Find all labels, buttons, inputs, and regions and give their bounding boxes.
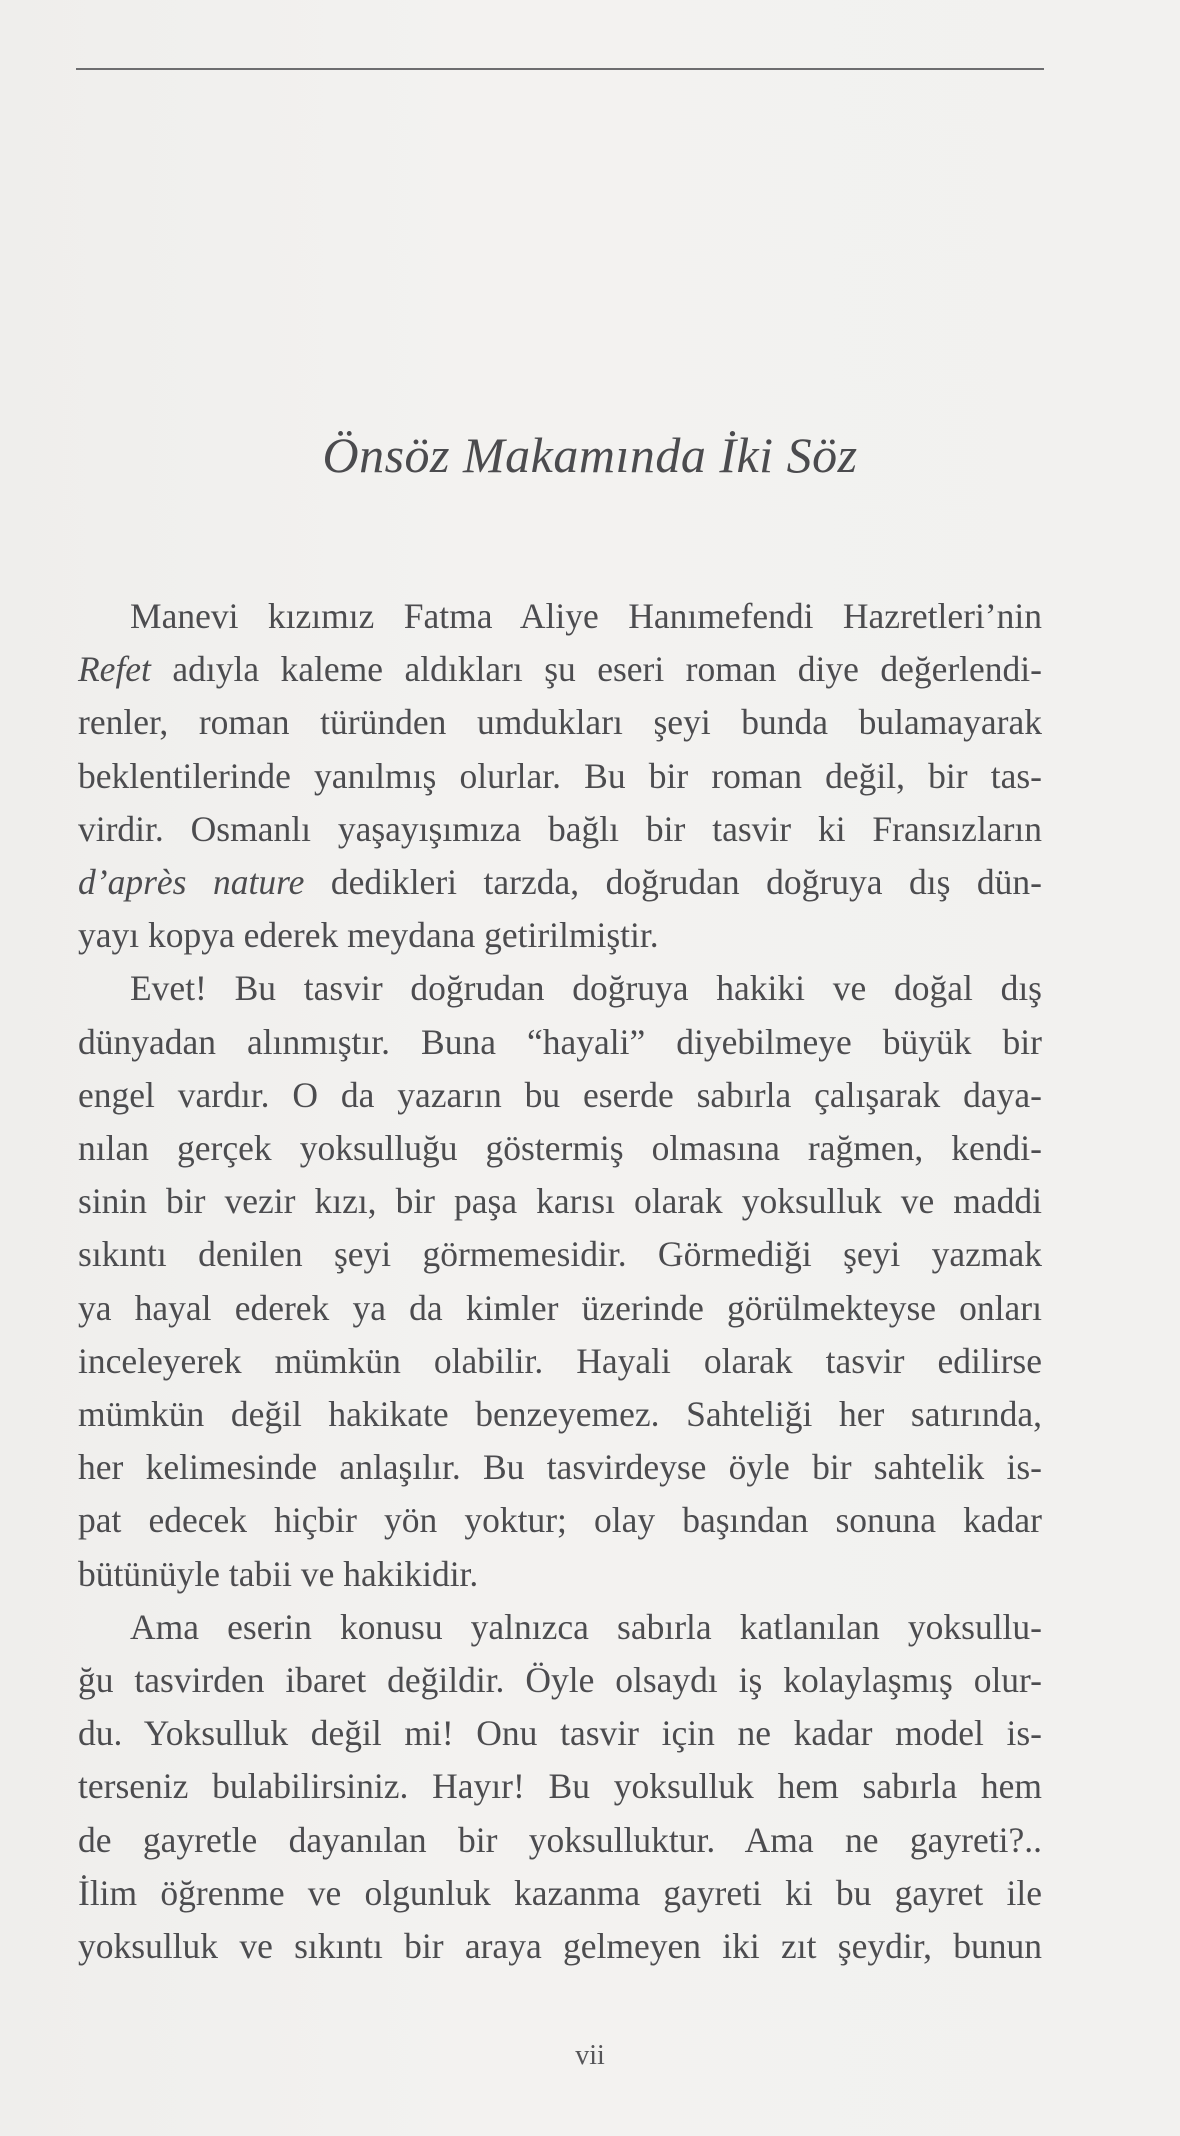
text-segment: dedikleri tarzda, doğrudan doğruya dış dün- — [304, 862, 1042, 903]
text-line — [78, 1228, 1042, 1281]
text-segment: sinin bir vezir kızı, bir paşa karısı olarak yoksulluk ve maddi — [78, 1181, 1042, 1222]
text-segment: bütünüyle tabii ve hakikidir. — [78, 1553, 479, 1594]
text-line — [78, 643, 1042, 696]
text-line — [78, 1548, 1042, 1601]
text-line — [78, 909, 1042, 962]
text-segment: İlim öğrenme ve olgunluk kazanma gayreti ki bu gayret ile — [78, 1872, 1042, 1913]
text-segment: yayı kopya ederek meydana getirilmiştir. — [78, 915, 659, 956]
text-segment: dünyadan alınmıştır. Buna “hayali” diyebilmeye büyük bir — [78, 1021, 1042, 1062]
text-line — [78, 1175, 1042, 1228]
text-segment: Evet! Bu tasvir doğrudan doğruya hakiki ve doğal dış — [130, 968, 1042, 1009]
text-segment: adıyla kaleme aldıkları şu eseri roman diye değerlendi- — [150, 649, 1042, 690]
text-segment: de gayretle dayanılan bir yoksulluktur. Ama ne gayreti?.. — [78, 1819, 1042, 1860]
header-rule — [76, 68, 1044, 70]
text-line — [78, 1388, 1042, 1441]
text-line — [78, 1282, 1042, 1335]
paragraph — [78, 590, 1042, 962]
text-line — [78, 590, 1042, 643]
text-line — [78, 1814, 1042, 1867]
text-segment: her kelimesinde anlaşılır. Bu tasvirdeyse öyle bir sahtelik is- — [78, 1447, 1042, 1488]
paragraph — [78, 962, 1042, 1600]
text-line — [78, 1069, 1042, 1122]
text-line — [78, 1654, 1042, 1707]
text-line — [78, 1494, 1042, 1547]
text-segment: pat edecek hiçbir yön yoktur; olay başından sonuna kadar — [78, 1500, 1042, 1541]
text-line — [78, 1335, 1042, 1388]
text-line — [78, 1016, 1042, 1069]
text-line — [78, 1707, 1042, 1760]
text-line — [78, 1601, 1042, 1654]
text-segment: Ama eserin konusu yalnızca sabırla katlanılan yoksullu- — [130, 1606, 1042, 1647]
text-segment: du. Yoksulluk değil mi! Onu tasvir için ne kadar model is- — [78, 1713, 1042, 1754]
italic-term: d’après nature — [78, 862, 305, 903]
text-line — [78, 1760, 1042, 1813]
chapter-title: Önsöz Makamında İki Söz — [322, 427, 858, 483]
text-line — [78, 750, 1042, 803]
text-segment: beklentilerinde yanılmış olurlar. Bu bir roman değil, bir tas- — [78, 755, 1042, 796]
text-line — [78, 1867, 1042, 1920]
page-number: vii — [575, 2040, 605, 2071]
text-segment: virdir. Osmanlı yaşayışımıza bağlı bir tasvir ki Fransızların — [78, 808, 1042, 849]
body-text — [78, 590, 1042, 1973]
text-segment: Manevi kızımız Fatma Aliye Hanımefendi Hazretleri’nin — [130, 596, 1042, 636]
text-segment: sıkıntı denilen şeyi görmemesidir. Görmediği şeyi yazmak — [78, 1234, 1042, 1275]
text-line — [78, 856, 1042, 909]
text-segment: inceleyerek mümkün olabilir. Hayali olarak tasvir edilirse — [78, 1340, 1042, 1381]
text-segment: terseniz bulabilirsiniz. Hayır! Bu yoksulluk hem sabırla hem — [78, 1766, 1042, 1807]
text-segment: nılan gerçek yoksulluğu göstermiş olmasına rağmen, kendi- — [78, 1128, 1042, 1169]
text-line — [78, 962, 1042, 1015]
text-segment: renler, roman türünden umdukları şeyi bunda bulamayarak — [78, 702, 1042, 743]
paragraph — [78, 1601, 1042, 1973]
text-line — [78, 1920, 1042, 1973]
text-segment: engel vardır. O da yazarın bu eserde sabırla çalışarak daya- — [78, 1074, 1042, 1115]
text-line — [78, 696, 1042, 749]
text-segment: mümkün değil hakikate benzeyemez. Sahteliği her satırında, — [78, 1394, 1042, 1435]
text-line — [78, 1441, 1042, 1494]
text-segment: ya hayal ederek ya da kimler üzerinde görülmekteyse onları — [78, 1287, 1042, 1328]
text-line — [78, 1122, 1042, 1175]
text-segment: yoksulluk ve sıkıntı bir araya gelmeyen iki zıt şeydir, bunun — [78, 1926, 1042, 1967]
text-segment: ğu tasvirden ibaret değildir. Öyle olsaydı iş kolaylaşmış olur- — [78, 1660, 1042, 1701]
text-line — [78, 803, 1042, 856]
italic-term: Refet — [78, 649, 151, 690]
